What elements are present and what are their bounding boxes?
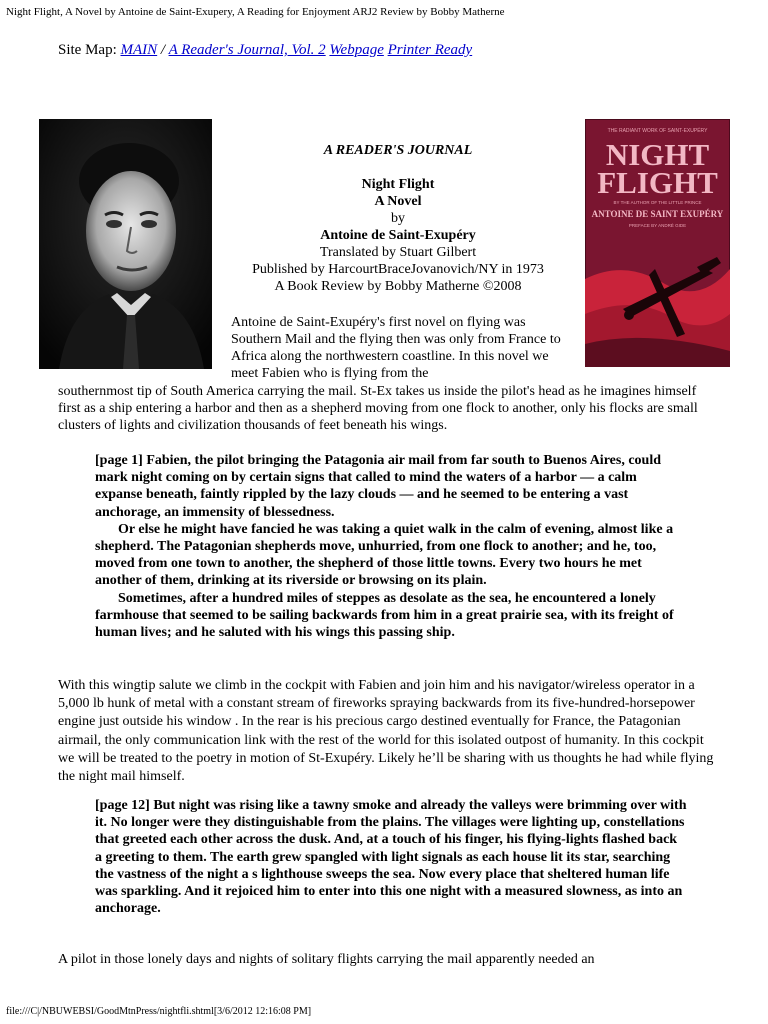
body-paragraph: With this wingtip salute we climb in the cockpit with Fabien and join him and his navigator/wireless operator in a 5,000 lb hunk of metal with a constant stream of fireworks spraying backwards from its five-hundred-horsepower engine just outside his window . In the rear is his precious cargo destined eventually for France, the Patagonian airmail, the only communication link with the rest of the world for this isolated outpost of humanity. In this cockpit we will be treated to the poetry in motion of St-Exupéry. Likely he’ll be sharing with us thoughts he had while flying the night mail himself. xyxy=(58,678,714,785)
cover-title-line1: NIGHT xyxy=(605,137,710,172)
book-cover xyxy=(585,119,730,367)
site-map-label: Site Map: xyxy=(58,42,121,58)
book-subtitle: A Novel xyxy=(374,194,422,209)
site-map-nav xyxy=(58,41,472,59)
publisher-text: Published by HarcourtBraceJovanovich/NY in 1973 xyxy=(252,262,544,277)
review-byline: A Book Review by Bobby Matherne ©2008 xyxy=(274,279,522,294)
intro-paragraph-start: Antoine de Saint-Exupéry's first novel on flying was Southern Mail and the flying then was only from France to Africa along the northwestern coastline. In this novel we meet Fabien who is flying from the xyxy=(231,315,561,381)
intro-paragraph-continued: southernmost tip of South America carrying the mail. St-Ex takes us inside the pilot's head as he imagines himself first as a ship entering a harbor and then as a shepherd moving from one flock to another, only his flocks are small clusters of lights and civilization thousands of feet beneath his wings. xyxy=(58,384,698,433)
author-portrait xyxy=(39,119,212,369)
quote-paragraph: [page 12] But night was rising like a tawny smoke and already the valleys were brimming over with it. No longer were they distinguishable from the plains. The villages were lighting up, constellations that greeted each other across the dusk. And, at a touch of his finger, his flying-lights flashed back a greeting to them. The earth grew spangled with light signals as each house lit its star, searching the vastness of the night a s lighthouse sweeps the sea. Now every place that sheltered human life was sparkling. And it rejoiced him to enter into this one night with a measured slowness, as into an anchorage. xyxy=(95,798,687,917)
cover-title-line2: FLIGHT xyxy=(597,165,718,200)
translator-text: Translated by Stuart Gilbert xyxy=(319,245,477,260)
main-link[interactable]: MAIN xyxy=(120,42,158,58)
webpage-link[interactable]: Webpage xyxy=(329,42,384,58)
readers-journal-link[interactable]: A Reader's Journal, Vol. 2 xyxy=(168,42,326,58)
journal-title: A READER'S JOURNAL xyxy=(323,143,473,158)
cover-top-text: THE RADIANT WORK OF SAINT-EXUPÉRY xyxy=(607,128,708,134)
quote-block-page-12 xyxy=(95,797,687,917)
cover-preface: PREFACE BY ANDRÉ GIDE xyxy=(628,223,687,228)
review-header-block xyxy=(220,142,576,295)
printer-ready-link[interactable]: Printer Ready xyxy=(387,42,473,58)
site-map-separator: / xyxy=(157,42,169,58)
quote-paragraph: Sometimes, after a hundred miles of steppes as desolate as the sea, he encountered a lonely farmhouse that seemed to be sailing backwards from him in a great prairie sea, with its freight of human lives; and he saluted with his wings this passing ship. xyxy=(95,590,674,641)
page-header-title: Night Flight, A Novel by Antoine de Saint-Exupery, A Reading for Enjoyment ARJ2 Review by Bobby Matherne xyxy=(6,6,505,18)
quote-block-page-1 xyxy=(95,452,687,641)
author-name: Antoine de Saint-Exupéry xyxy=(320,228,476,243)
quote-paragraph: [page 1] Fabien, the pilot bringing the Patagonia air mail from far south to Buenos Aires, could mark night coming on by certain signs that called to mind the waters of a harbor — a calm expanse beneath, faintly rippled by the lazy clouds — and he seemed to be entering a vast anchorage, an immensity of blessedness. xyxy=(95,453,661,520)
quote-paragraph: Or else he might have fancied he was taking a quiet walk in the calm of evening, almost like a shepherd. The Patagonian shepherds move, unhurried, from one flock to another; and he, too, moved from one town to another, the shepherd of those little towns. Every two hours he met another of them, drinking at its riverside or browsing on its plain. xyxy=(95,521,674,589)
book-title: Night Flight xyxy=(361,177,435,192)
cover-author: ANTOINE DE SAINT EXUPÉRY xyxy=(591,209,724,219)
page-footer-url: file:///C|/NBUWEBSI/GoodMtnPress/nightfli.shtml[3/6/2012 12:16:08 PM] xyxy=(6,1006,312,1017)
cover-subtitle: BY THE AUTHOR OF THE LITTLE PRINCE xyxy=(613,200,702,205)
by-text: by xyxy=(391,211,405,226)
body-paragraph: A pilot in those lonely days and nights of solitary flights carrying the mail apparently needed an xyxy=(58,952,595,967)
